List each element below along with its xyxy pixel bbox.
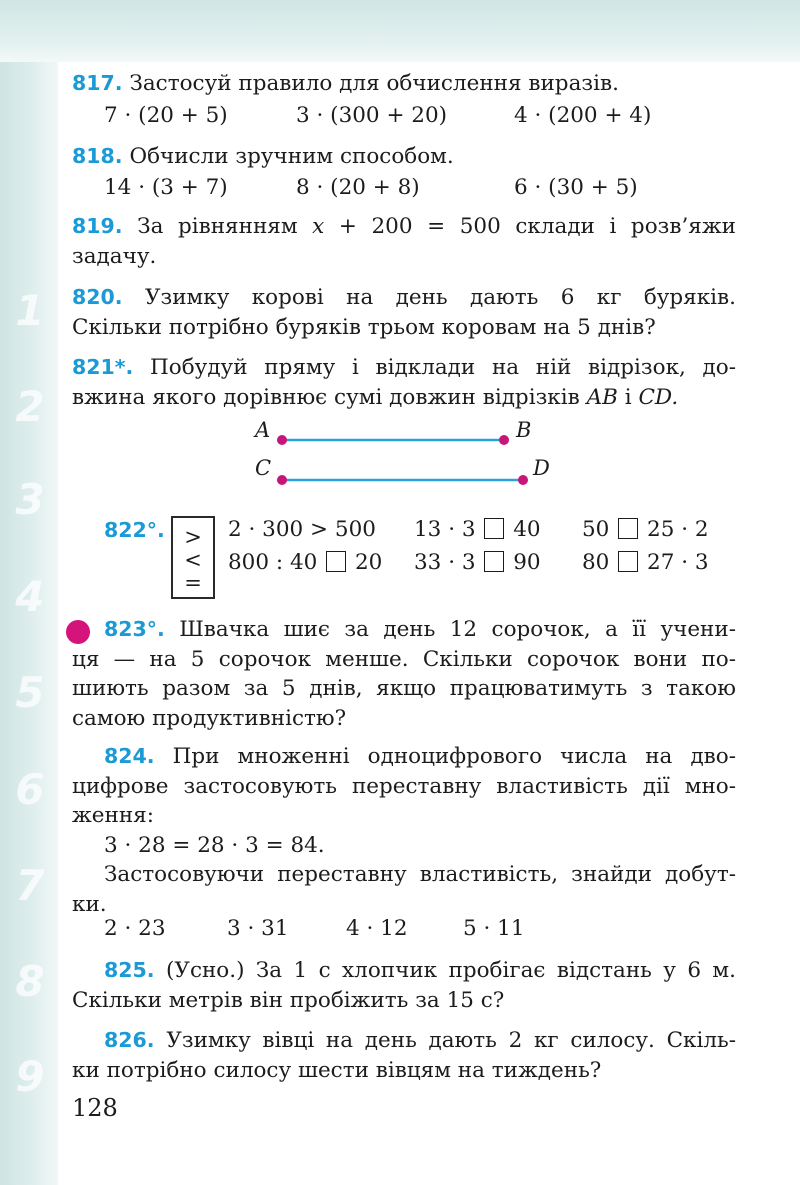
exercise-number: 817. <box>72 71 123 95</box>
comparison <box>582 550 709 575</box>
exercise-text: Обчисли зручним способом. <box>129 144 454 169</box>
expression: 7 · (20 + 5) <box>104 103 228 128</box>
comparison <box>228 517 376 542</box>
exercise-text: Побудуй пряму і відклади на ній відрізок, до- <box>150 355 736 380</box>
exercise-text: Застосовуючи переставну властивість, знайди добут- <box>104 862 736 887</box>
symbol-equal: = <box>184 571 202 595</box>
side-number: 4 <box>15 572 45 621</box>
expression: 4 · 12 <box>346 916 408 941</box>
exercise-number: 818. <box>72 144 123 168</box>
side-number: 6 <box>15 765 45 814</box>
exercise-text: Скільки потрібно буряків трьом коровам на 5 днів? <box>72 314 656 340</box>
comparison <box>414 517 541 542</box>
exercise-text: Скільки метрів він пробіжить за 15 с? <box>72 987 505 1013</box>
exercise-text: задачу. <box>72 243 157 269</box>
variable-x: x <box>312 214 325 239</box>
expression: 8 · (20 + 8) <box>296 175 420 200</box>
point-b-label: B <box>516 418 532 442</box>
exercise-text: За рівнянням <box>137 214 298 239</box>
symbol-less: < <box>184 548 202 572</box>
segment-cd-name: CD. <box>638 384 679 410</box>
exercise-823 <box>72 615 736 733</box>
exercise-number: 820. <box>72 285 123 309</box>
exercise-number: 826. <box>104 1028 155 1052</box>
exercise-text: вжина якого дорівнює сумі довжин відрізків <box>72 384 580 410</box>
exercise-text: При множенні одноцифрового числа на дво- <box>172 744 736 769</box>
comparison-right: 20 <box>355 550 383 575</box>
page-number: 128 <box>72 1094 118 1122</box>
comparison-symbols-box <box>171 516 215 599</box>
exercise-text: і <box>624 384 632 410</box>
exercise-text: цифрове застосовують переставну властивість дії мно- <box>72 773 736 799</box>
exercise-number: 819. <box>72 214 123 238</box>
side-number: 3 <box>15 475 45 524</box>
exercise-text: ки. <box>72 891 107 917</box>
exercise-825 <box>72 956 736 1015</box>
symbol-greater: > <box>184 525 202 549</box>
answer-box[interactable] <box>618 518 638 539</box>
point-d <box>518 475 528 485</box>
answer-box[interactable] <box>484 518 504 539</box>
comparison-left: 13 · 3 <box>414 517 476 542</box>
expression: 2 · 23 <box>104 916 166 941</box>
side-number: 1 <box>15 286 45 335</box>
comparison-left: 2 · 300 > 500 <box>228 517 376 542</box>
answer-box[interactable] <box>326 551 346 572</box>
comparison-left: 50 <box>582 517 610 542</box>
expression: 4 · (200 + 4) <box>514 103 652 128</box>
point-b <box>499 435 509 445</box>
exercise-text: ки потрібно силосу шести вівцям на тиждень? <box>72 1057 602 1083</box>
expression: 5 · 11 <box>463 916 525 941</box>
point-d-label: D <box>533 456 550 480</box>
point-c-label: C <box>255 456 272 480</box>
comparison-left: 800 : 40 <box>228 550 318 575</box>
comparison-right: 27 · 3 <box>647 550 709 575</box>
side-number: 7 <box>15 861 45 910</box>
expression: 3 · 31 <box>227 916 289 941</box>
exercise-text: ця — на 5 сорочок менше. Скільки сорочок вони по- <box>72 646 736 672</box>
side-number: 8 <box>15 957 45 1006</box>
exercise-number: 821*. <box>72 355 134 379</box>
exercise-text: + 200 = 500 склади і розв’яжи <box>338 214 736 239</box>
comparison-right: 90 <box>513 550 541 575</box>
side-number: 2 <box>15 382 45 431</box>
exercise-number: 822°. <box>104 518 165 542</box>
point-c <box>277 475 287 485</box>
exercise-text: Застосуй правило для обчислення виразів. <box>129 71 619 96</box>
answer-box[interactable] <box>484 551 504 572</box>
exercise-number: 824. <box>104 744 155 768</box>
comparison <box>582 517 709 542</box>
comparison <box>228 550 382 575</box>
side-number: 5 <box>15 668 45 717</box>
exercise-number: 823°. <box>104 617 165 641</box>
answer-box[interactable] <box>618 551 638 572</box>
exercise-text: самою продуктивністю? <box>72 705 347 731</box>
example-equation: 3 · 28 = 28 · 3 = 84. <box>104 832 325 858</box>
exercise-number: 825. <box>104 958 155 982</box>
expression: 14 · (3 + 7) <box>104 175 228 200</box>
comparison <box>414 550 541 575</box>
exercise-text: Швачка шиє за день 12 сорочок, а її учени- <box>179 617 736 642</box>
exercise-826 <box>72 1026 736 1085</box>
comparison-left: 33 · 3 <box>414 550 476 575</box>
exercise-text: Узимку вівці на день дають 2 кг силосу. Скіль- <box>166 1028 736 1053</box>
exercise-text: Узимку корові на день дають 6 кг буряків. <box>144 285 736 310</box>
comparison-right: 40 <box>513 517 541 542</box>
exercise-text: ження: <box>72 803 154 828</box>
expression: 3 · (300 + 20) <box>296 103 448 128</box>
comparison-left: 80 <box>582 550 610 575</box>
point-a-label: A <box>255 418 271 442</box>
point-a <box>277 435 287 445</box>
exercise-824 <box>72 742 736 919</box>
comparison-right: 25 · 2 <box>647 517 709 542</box>
segment-ab-name: AB <box>586 384 618 410</box>
side-number: 9 <box>15 1052 45 1101</box>
expression: 6 · (30 + 5) <box>514 175 638 200</box>
exercise-text: (Усно.) За 1 с хлопчик пробігає відстань у 6 м. <box>166 958 736 983</box>
exercise-text: шиють разом за 5 днів, якщо працюватимуть з такою <box>72 676 736 701</box>
